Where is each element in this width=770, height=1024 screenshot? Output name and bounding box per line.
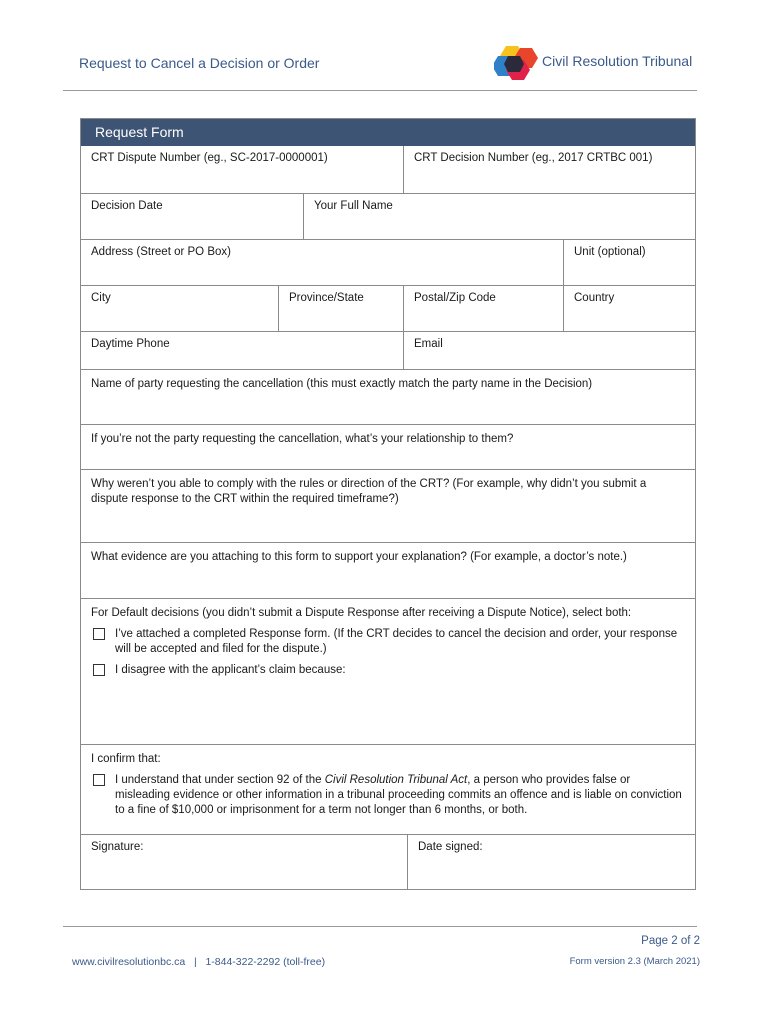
- form-row-confirm: [81, 744, 695, 834]
- decision-number-label: CRT Decision Number (eg., 2017 CRTBC 001): [414, 152, 653, 164]
- date-signed-label: Date signed:: [418, 841, 483, 853]
- country-label: Country: [574, 292, 615, 304]
- request-form: [80, 118, 696, 890]
- form-row-signature: [81, 834, 695, 889]
- disagree-checkbox[interactable]: [93, 664, 105, 676]
- confirm-label: I confirm that:: [91, 753, 161, 765]
- header-divider: [63, 90, 697, 91]
- daytime-phone-field[interactable]: [81, 332, 403, 369]
- hexagon-logo-icon: [494, 44, 538, 84]
- disagree-option: [91, 663, 685, 678]
- form-row-address: [81, 239, 695, 285]
- form-row-evidence: [81, 542, 695, 598]
- default-decisions-label: For Default decisions (you didn’t submit a Dispute Response after receiving a Dispute Notice), select both:: [91, 607, 632, 619]
- postal-code-field[interactable]: [403, 286, 563, 331]
- daytime-phone-label: Daytime Phone: [91, 338, 170, 350]
- form-row-numbers: [81, 146, 695, 193]
- footer-contact: www.civilresolutionbc.ca | 1-844-322-2292 (toll-free): [72, 956, 326, 968]
- page-number: Page 2 of 2: [641, 935, 700, 947]
- form-header: Request Form: [81, 119, 695, 146]
- signature-label: Signature:: [91, 841, 144, 853]
- response-form-text: I’ve attached a completed Response form. (If the CRT decides to cancel the decision and order, your response will be accepted and filed for the dispute.): [115, 628, 678, 655]
- province-field[interactable]: [278, 286, 403, 331]
- evidence-field[interactable]: [81, 543, 695, 598]
- form-row-relationship: [81, 424, 695, 469]
- decision-date-field[interactable]: [81, 194, 303, 239]
- confirm-text: [115, 773, 685, 818]
- confirm-text-pre: I understand that under section 92 of the: [115, 774, 325, 786]
- email-field[interactable]: [403, 332, 695, 369]
- confirm-text-act: Civil Resolution Tribunal Act: [324, 774, 468, 786]
- confirm-section: [81, 745, 695, 834]
- form-row-location: [81, 285, 695, 331]
- decision-number-field[interactable]: [403, 146, 695, 193]
- dispute-number-label: CRT Dispute Number (eg., SC-2017-0000001): [91, 152, 328, 164]
- confirm-checkbox[interactable]: [93, 774, 105, 786]
- form-row-party-name: [81, 369, 695, 424]
- disagree-text: I disagree with the applicant’s claim because:: [115, 664, 346, 676]
- confirm-text-post: , a person who provides false or misleading evidence or other information in a tribunal proceeding commits an offence and is liable on conviction to a fine of $10,000 or imprisonment for a term not longer than 6 months, or both.: [115, 774, 682, 816]
- relationship-field[interactable]: [81, 425, 695, 469]
- signature-field[interactable]: [81, 835, 407, 889]
- form-row-contact: [81, 331, 695, 369]
- page-title: Request to Cancel a Decision or Order: [79, 55, 320, 71]
- full-name-field[interactable]: [303, 194, 695, 239]
- form-row-default-decisions: [81, 598, 695, 744]
- logo-text: Civil Resolution Tribunal: [542, 53, 693, 69]
- why-not-comply-label: Why weren’t you able to comply with the rules or direction of the CRT? (For example, why didn’t you submit a dispute response to the CRT within the required timeframe?): [91, 478, 647, 505]
- country-field[interactable]: [563, 286, 695, 331]
- form-version: Form version 2.3 (March 2021): [569, 956, 700, 967]
- confirm-option: [91, 773, 685, 818]
- date-signed-field[interactable]: [407, 835, 695, 889]
- why-not-comply-field[interactable]: [81, 470, 695, 542]
- footer-divider: [63, 926, 697, 927]
- party-name-field[interactable]: [81, 370, 695, 424]
- postal-code-label: Postal/Zip Code: [414, 292, 496, 304]
- response-form-option: [91, 627, 685, 657]
- dispute-number-field[interactable]: [81, 146, 403, 193]
- evidence-label: What evidence are you attaching to this form to support your explanation? (For example, a doctor’s note.): [91, 551, 627, 563]
- email-label: Email: [414, 338, 443, 350]
- form-row-date-name: [81, 193, 695, 239]
- province-label: Province/State: [289, 292, 364, 304]
- default-decisions-section: [81, 599, 695, 744]
- form-row-why-not-comply: [81, 469, 695, 542]
- relationship-label: If you’re not the party requesting the cancellation, what’s your relationship to them?: [91, 433, 514, 445]
- crt-logo: [494, 44, 704, 84]
- full-name-label: Your Full Name: [314, 200, 393, 212]
- decision-date-label: Decision Date: [91, 200, 163, 212]
- unit-field[interactable]: [563, 240, 695, 285]
- party-name-label: Name of party requesting the cancellation (this must exactly match the party name in the Decision): [91, 378, 593, 390]
- city-field[interactable]: [81, 286, 278, 331]
- city-label: City: [91, 292, 111, 304]
- unit-label: Unit (optional): [574, 246, 646, 258]
- response-form-checkbox[interactable]: [93, 628, 105, 640]
- address-label: Address (Street or PO Box): [91, 246, 231, 258]
- address-field[interactable]: [81, 240, 563, 285]
